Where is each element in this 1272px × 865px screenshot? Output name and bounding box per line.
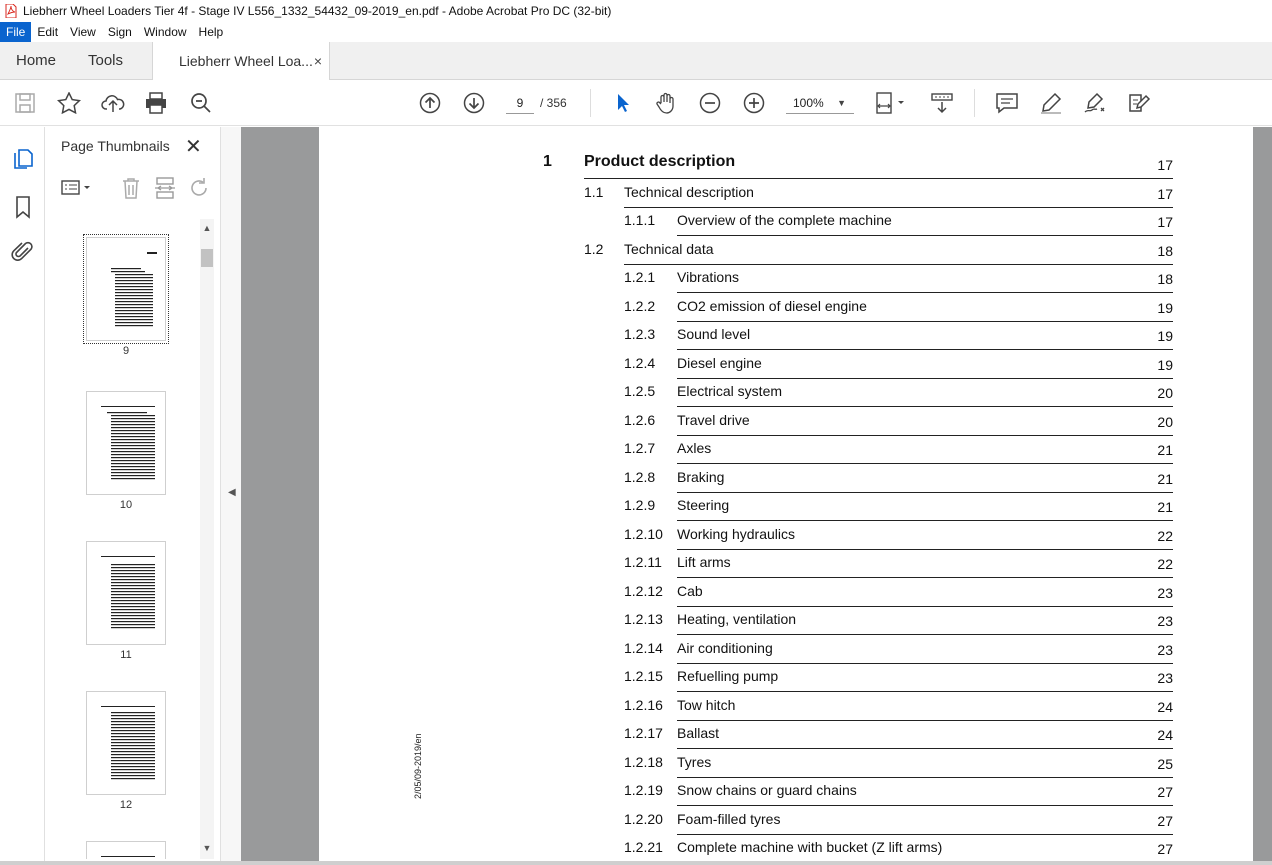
toc-row[interactable] — [319, 579, 1173, 607]
panel-title: Page Thumbnails — [61, 138, 170, 154]
toc-title: Technical data — [624, 240, 714, 257]
hand-icon[interactable] — [654, 92, 678, 114]
bookmarks-icon[interactable] — [11, 195, 35, 219]
toc-title: Vibrations — [677, 269, 740, 285]
toc-number: 1.1 — [584, 183, 604, 200]
menu-view[interactable]: View — [70, 25, 96, 39]
toc-number: 1.2.12 — [624, 582, 663, 599]
acrobat-pdf-icon — [5, 4, 17, 18]
toc-row[interactable] — [319, 607, 1173, 635]
scroll-down-icon[interactable]: ▼ — [202, 843, 212, 853]
toc-title: Tyres — [677, 753, 712, 770]
toc-page-number: 17 — [1157, 157, 1173, 173]
tab-bar — [0, 42, 1272, 80]
menu-edit[interactable]: Edit — [37, 25, 59, 39]
fill-sign-icon[interactable] — [1127, 92, 1151, 114]
insert-pages-icon[interactable] — [153, 177, 177, 199]
toc-row[interactable] — [319, 693, 1173, 721]
toc-page-number: 27 — [1157, 784, 1173, 800]
toc-row[interactable] — [319, 379, 1173, 407]
scroll-mode-icon[interactable] — [930, 92, 954, 114]
tab-document-label: Liebherr Wheel Loa... — [179, 53, 313, 69]
zoom-in-icon[interactable] — [742, 92, 766, 114]
toc-page-number: 18 — [1157, 242, 1173, 259]
panel-collapse-strip[interactable] — [221, 127, 241, 865]
thumbnail-page-number: 11 — [120, 649, 132, 661]
toc-number: 1.2.10 — [624, 525, 663, 542]
toc-number: 1.2.18 — [624, 753, 663, 770]
page-fit-icon[interactable] — [874, 92, 908, 114]
toc-row[interactable] — [319, 465, 1173, 493]
toc-page-number: 27 — [1157, 841, 1173, 857]
toc-title: Snow chains or guard chains — [677, 782, 857, 798]
toc-row[interactable] — [319, 265, 1173, 293]
main-toolbar — [0, 80, 1272, 126]
toc-page-number: 20 — [1157, 385, 1173, 401]
page-thumbnails-icon[interactable] — [11, 147, 35, 171]
highlight-pen-icon[interactable] — [1039, 92, 1063, 114]
select-arrow-icon[interactable] — [610, 92, 634, 114]
thumbnail-content — [101, 856, 157, 859]
toc-row[interactable] — [319, 778, 1173, 806]
toc-number: 1.2.9 — [624, 497, 656, 513]
toc-title: Technical description — [624, 183, 754, 200]
toc-row[interactable] — [319, 180, 1173, 208]
toc-number: 1.2.8 — [624, 468, 656, 485]
menu-bar — [0, 22, 1272, 42]
toc-number: 1.2.1 — [624, 269, 656, 285]
thumbnail-content — [101, 252, 157, 332]
toc-title: Working hydraulics — [677, 525, 796, 542]
thumbnail-content — [101, 556, 157, 636]
comment-icon[interactable] — [995, 92, 1019, 114]
thumbnail-page[interactable] — [86, 841, 166, 859]
toc-title: Complete machine with bucket (Z lift arms) — [677, 839, 943, 855]
toc-page-number: 19 — [1157, 356, 1173, 373]
toc-page-number: 21 — [1157, 442, 1173, 458]
save-icon[interactable] — [13, 92, 37, 114]
toc-row[interactable] — [319, 351, 1173, 379]
thumbnail-page-number: 9 — [122, 345, 130, 357]
toc-page-number: 18 — [1157, 271, 1173, 287]
toc-page-number: 23 — [1157, 670, 1173, 686]
toc-row[interactable] — [319, 294, 1173, 322]
toc-row[interactable] — [319, 750, 1173, 778]
toc-number: 1.2.17 — [624, 725, 663, 741]
toc-row[interactable] — [319, 408, 1173, 436]
options-menu-icon[interactable] — [59, 177, 93, 199]
toc-title: CO2 emission of diesel engine — [677, 297, 867, 314]
toc-number: 1 — [543, 153, 552, 170]
toc-number: 1.2 — [584, 240, 604, 257]
toc-page-number: 21 — [1157, 470, 1173, 487]
scrollbar-thumb[interactable] — [201, 249, 213, 267]
page-thumbnails-panel — [45, 127, 221, 865]
toc-title: Tow hitch — [677, 696, 736, 713]
menu-sign[interactable]: Sign — [107, 25, 132, 39]
toc-row[interactable] — [319, 493, 1173, 521]
menu-window[interactable]: Window — [143, 25, 187, 39]
toc-page-number: 23 — [1157, 641, 1173, 658]
scroll-up-icon[interactable]: ▲ — [202, 223, 212, 233]
thumbnail-list — [45, 219, 200, 859]
toc-page-number: 19 — [1157, 328, 1173, 344]
page-number-input[interactable]: 9 — [506, 92, 534, 114]
thumbnail-scrollbar[interactable] — [200, 219, 214, 859]
thumbnail-page[interactable] — [86, 237, 166, 341]
toc-number: 1.2.3 — [624, 326, 656, 342]
toc-title: Diesel engine — [677, 354, 762, 371]
toc-number: 1.2.4 — [624, 354, 656, 371]
toc-number: 1.2.2 — [624, 297, 656, 314]
toc-row[interactable] — [319, 835, 1173, 863]
toc-title: Cab — [677, 582, 703, 599]
toc-page-number: 17 — [1157, 185, 1173, 202]
toc-row[interactable] — [319, 237, 1173, 265]
toc-title: Product description — [584, 153, 736, 170]
toc-page-number: 22 — [1157, 527, 1173, 544]
delete-icon[interactable] — [119, 177, 143, 199]
bottom-edge — [0, 861, 1272, 865]
toc-row[interactable] — [319, 550, 1173, 578]
toc-page-number: 23 — [1157, 584, 1173, 601]
toc-row[interactable] — [319, 436, 1173, 464]
toc-row[interactable] — [319, 664, 1173, 692]
toc-title: Lift arms — [677, 554, 731, 570]
thumbnail-toolbar — [45, 173, 221, 203]
toc-number: 1.2.14 — [624, 639, 663, 656]
toc-number: 1.2.5 — [624, 383, 656, 399]
thumbnail-page[interactable] — [86, 541, 166, 645]
toc-number: 1.2.13 — [624, 611, 663, 627]
bookmark-star-icon[interactable] — [57, 92, 81, 114]
thumbnail-content — [101, 406, 157, 486]
toc-title: Heating, ventilation — [677, 611, 797, 627]
toc-row[interactable] — [319, 151, 1173, 179]
thumbnail-page[interactable] — [86, 691, 166, 795]
toc-number: 1.1.1 — [624, 212, 656, 228]
toc-page-number: 22 — [1157, 556, 1173, 572]
navigation-rail — [0, 127, 45, 865]
toc-title: Electrical system — [677, 383, 783, 399]
thumbnail-content — [101, 706, 157, 786]
toc-page-number: 23 — [1157, 613, 1173, 629]
toc-title: Travel drive — [677, 411, 750, 428]
toc-number: 1.2.15 — [624, 668, 663, 684]
tab-close-icon[interactable]: × — [313, 53, 322, 69]
toc-number: 1.2.21 — [624, 839, 663, 855]
print-icon[interactable] — [144, 92, 168, 114]
tab-document[interactable] — [152, 42, 330, 81]
toc-number: 1.2.19 — [624, 782, 663, 798]
zoom-out-icon[interactable] — [698, 92, 722, 114]
toolbar-divider — [590, 89, 591, 117]
menu-help[interactable]: Help — [198, 25, 224, 39]
toc-title: Refuelling pump — [677, 668, 779, 684]
toc-page-number: 24 — [1157, 698, 1173, 715]
sign-icon[interactable] — [1083, 92, 1107, 114]
zoom-value: 100% — [793, 96, 824, 110]
toc-page-number: 19 — [1157, 299, 1173, 316]
toc-number: 1.2.16 — [624, 696, 663, 713]
side-stamp: 2/05/09-2019/en — [413, 733, 423, 799]
toc-page-number: 21 — [1157, 499, 1173, 515]
toc-title: Steering — [677, 497, 730, 513]
thumbnail-page-number: 10 — [119, 499, 133, 511]
toc-title: Axles — [677, 440, 712, 456]
chevron-down-icon: ▼ — [837, 98, 846, 108]
toc-title: Overview of the complete machine — [677, 212, 892, 228]
menu-file[interactable]: File — [0, 22, 31, 42]
toc-title: Air conditioning — [677, 639, 773, 656]
document-viewport[interactable] — [241, 127, 1272, 865]
attachments-icon[interactable] — [11, 240, 35, 264]
next-page-icon[interactable] — [462, 92, 486, 114]
toolbar-divider — [974, 89, 975, 117]
toc-row[interactable] — [319, 522, 1173, 550]
toc-page-number: 27 — [1157, 812, 1173, 829]
toc-page-number: 24 — [1157, 727, 1173, 743]
window-title: Liebherr Wheel Loaders Tier 4f - Stage IV L556_1332_54432_09-2019_en.pdf - Adobe Acrobat Pro DC (32-bit) — [23, 4, 612, 18]
toc-number: 1.2.7 — [624, 440, 656, 456]
toc-title: Sound level — [677, 326, 751, 342]
toc-number: 1.2.20 — [624, 810, 663, 827]
toc-page-number: 25 — [1157, 755, 1173, 772]
tab-tools[interactable]: Tools — [88, 52, 124, 69]
thumbnail-page-number: 12 — [119, 799, 133, 811]
pdf-page — [319, 127, 1253, 865]
toc-title: Foam-filled tyres — [677, 810, 781, 827]
toc-page-number: 17 — [1157, 214, 1173, 230]
thumbnail-page[interactable] — [86, 391, 166, 495]
rotate-icon[interactable] — [187, 177, 211, 199]
page-count: / 356 — [540, 96, 567, 110]
toc-row[interactable] — [319, 807, 1173, 835]
toc-row[interactable] — [319, 208, 1173, 236]
close-icon[interactable]: ✕ — [185, 136, 202, 158]
zoom-search-icon[interactable] — [189, 92, 213, 114]
prev-page-icon[interactable] — [418, 92, 442, 114]
toc-title: Braking — [677, 468, 725, 485]
title-bar — [0, 0, 1272, 22]
zoom-select[interactable] — [786, 92, 854, 114]
toc-row[interactable] — [319, 322, 1173, 350]
toc-row[interactable] — [319, 636, 1173, 664]
collapse-left-icon[interactable]: ◀ — [228, 487, 236, 498]
toc-page-number: 20 — [1157, 413, 1173, 430]
toc-title: Ballast — [677, 725, 720, 741]
tab-home[interactable]: Home — [16, 52, 57, 69]
toc-number: 1.2.6 — [624, 411, 656, 428]
upload-cloud-icon[interactable] — [101, 92, 125, 114]
toc-row[interactable] — [319, 721, 1173, 749]
toc-number: 1.2.11 — [624, 554, 662, 570]
